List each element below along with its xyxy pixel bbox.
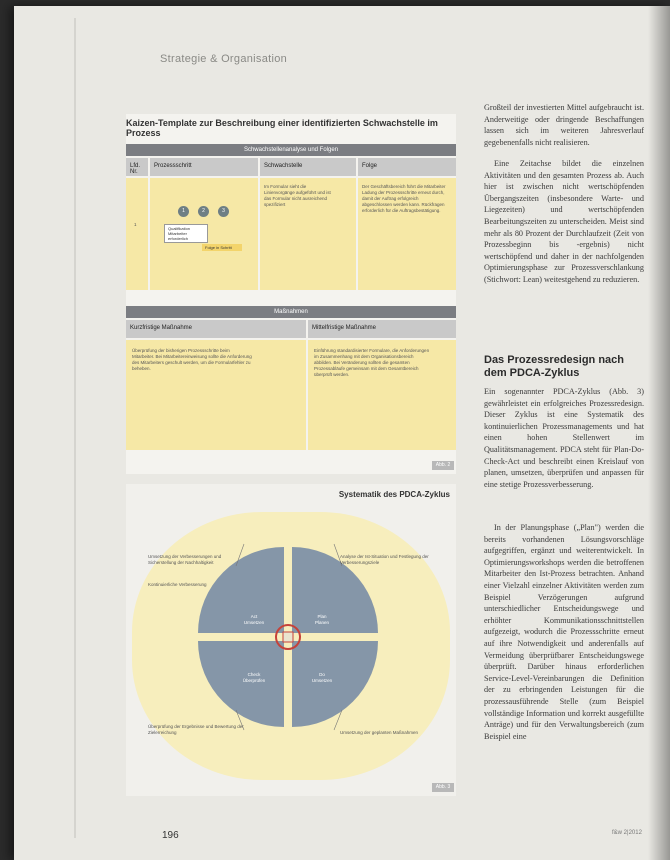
short-term-text: Überprüfung der bisherigen Prozessschritte beim Mitarbeiter. Bei Mitarbeitereinweisung sollte die Anforderung des Mitarbeiters geschult werden, um die Formularfehler zu beheben. (132, 348, 252, 371)
issue-label: f&w 2|2012 (612, 830, 642, 836)
pdca-figure (126, 484, 456, 796)
col-mid-term: Mittelfristige Maßnahme (308, 320, 456, 338)
consequence-text: Der Geschäftsbereich führt die Mitarbeiter Ladung der Prozessschritte erneut durch, damit der Auftrag erfolgreich abgeschlossen werden kann. Rückfragen erforderlich für die Auftragsbestätigung. (362, 184, 446, 213)
step-circle: 1 (178, 206, 189, 217)
cell-process-step (150, 178, 258, 290)
pdca-cycle-diagram (126, 484, 456, 796)
col-short-term: Kurzfristige Maßnahme (126, 320, 306, 338)
figure-tag: Abb. 3 (432, 783, 454, 792)
process-label: Qualifikation Mitarbeiter erforderlich (164, 224, 208, 243)
section-header: Strategie & Organisation (160, 53, 288, 65)
kaizen-template-figure (126, 114, 456, 474)
body-text-para-3: Ein sogenannter PDCA-Zyklus (Abb. 3) gewährleistet ein erfolgreiches Prozessredesign. Dieser Zyklus ist eine Systematik des kontinuierlichen Prozessmanagements und hat einen hohen Stellenwert im Qualitätsmanagement. PDCA steht für Plan-Do-Check-Act und beschreibt einen Kreislauf von planen, umsetzen, überprüfen und anpassen für eine stetige Prozessverbesserung. (484, 387, 644, 489)
step-circle: 3 (218, 206, 229, 217)
quadrant-label-act: Act Umsetzen (243, 614, 265, 625)
cycle-center-icon (283, 632, 293, 642)
col-number: Lfd. Nr. (126, 158, 148, 176)
band-measures: Maßnahmen (126, 306, 456, 318)
col-consequence: Folge (358, 158, 456, 176)
book-spine-shadow (648, 6, 670, 860)
step-circle: 2 (198, 206, 209, 217)
figure-tag: Abb. 2 (432, 461, 454, 470)
body-text-para-4: In der Planungsphase („Plan") werden die bereits vorhandenen Lösungsvorschläge aufgegriffen, ergänzt und weiterentwickelt. In Optimierungsworkshops werden die betroffenen Mitarbeiter den Ist-Prozess betrachten. Anhand einer Vielzahl einzelner Aktivitäten werden zum Beispiel Verzögerungen aufgrund unterschiedlicher Entscheidungswege und erhöhter Kommunikationsschnittstellen aufgezeigt, wodurch die Prozessschritte erneut auf ihre Notwendigkeit und anderenfalls auf Vermeidung überprüfbarer Entscheidungswege überprüft. Darüber hinaus erforderlichen Service-Level-Vereinbarungen die Definition der zu erbringenden Leistungen für die prozessausführende Stelle (zum Beispiel vollständige Information und korrekt ausgefüllte Anträge) und für den Verwaltungsbereich (zum Beispiel eine (484, 523, 644, 741)
note-act-2: Kontinuierliche Verbesserung (148, 582, 207, 587)
note-plan: Analyse der Ist-Situation und Festlegung der Verbesserungsziele (340, 554, 429, 565)
body-text-para-1: Großteil der investierten Mittel aufgebraucht ist. Anderweitige oder dringende Beschaffungen lassen sich im weiteren Jahresverlauf gegebenenfalls nicht realisieren. (484, 103, 644, 147)
note-act: Umsetzung der Verbesserungen und Sicherstellung der Nachhaltigkeit (148, 554, 222, 565)
consequence-label: Folge in Schritt (202, 244, 242, 251)
quadrant-label-do: Do Umsetzen (311, 672, 333, 683)
weakness-text: Im Formular sieht die Linienvorgänge aufgeführt und ist das Formular nicht ausreichend spezifiziert (264, 184, 331, 207)
body-text-para-2: Eine Zeitachse bildet die einzelnen Aktivitäten und den gesamten Prozess ab. Auch hier ist zwischen nicht wertschöpfenden Übergangszeiten (insbesondere Warte- und Liegezeiten) und wertschöpfenden Bearbeitungszeiten zu unterscheiden. Meist sind mehr als 80 Prozent der Durchlaufzeit (Zeit von Prozessbeginn bis -ergebnis) nicht wertschöpfend und daher in der nachfolgenden Optimierungsphase zur Prozessverschlankung (Stichwort: Lean) weitestgehend zu reduzieren. (484, 159, 644, 284)
quadrant-label-plan: Plan Planen (314, 614, 329, 625)
mid-term-text: Einführung standardisierter Formulare, die Anforderungen im Zusammenhang mit dem Organisationsbereich abbilden. Bei Veränderung sollten die gesamten Prozessabläufe gemeinsam mit dem Gesamtbereich überprüft werden. (314, 348, 430, 377)
row-number: 1 (134, 222, 137, 227)
pdca-quadrant-check (198, 641, 284, 727)
pdca-quadrant-do (292, 641, 378, 727)
page-number: 196 (162, 830, 179, 841)
quadrant-label-check: Check Überprüfen (242, 672, 266, 683)
cell-mid-term (308, 340, 456, 450)
figure-title: Systematik des PDCA-Zyklus (338, 490, 450, 499)
cell-consequence (358, 178, 456, 290)
cell-number (126, 178, 148, 290)
note-check: Überprüfung der Ergebnisse und Bewertung der Zielerreichung (148, 724, 244, 735)
figure-title: Kaizen-Template zur Beschreibung einer identifizierten Schwachstelle im Prozess (126, 118, 438, 138)
margin-rule (74, 18, 76, 838)
col-process-step: Prozessschritt (150, 158, 258, 176)
cell-weakness (260, 178, 356, 290)
col-weakness: Schwachstelle (260, 158, 356, 176)
subheading: Das Prozessredesign nach dem PDCA-Zyklus (484, 354, 625, 379)
note-do: Umsetzung der geplanten Maßnahmen (340, 730, 419, 735)
cell-short-term (126, 340, 306, 450)
document-page (14, 6, 670, 860)
band-analysis: Schwachstellenanalyse und Folgen (126, 144, 456, 156)
